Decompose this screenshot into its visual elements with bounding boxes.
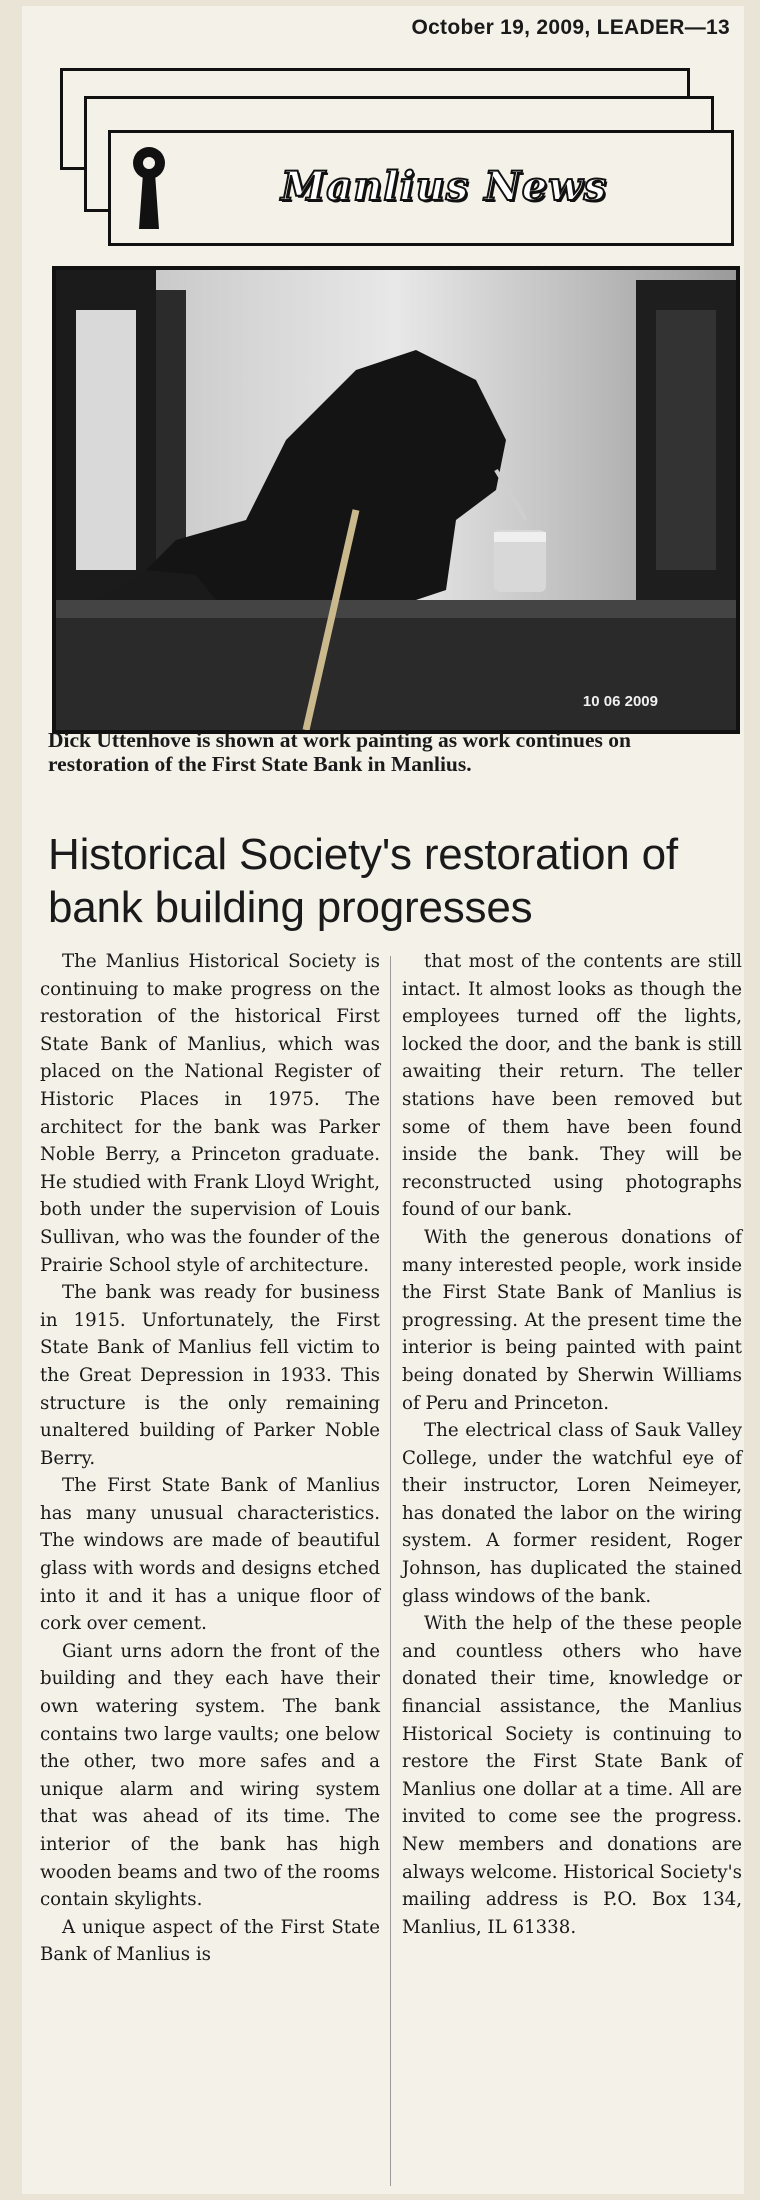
column-divider [390,956,391,2186]
paragraph: Giant urns adorn the front of the building and they each have their own watering system. The bank contains two large vaults; one below the other, two more safes and a unique alarm and wiring system that was ahead of its time. The interior of the bank has high wooden beams and two of the rooms contain skylights. [40,1640,380,1911]
article-headline: Historical Society's restoration of bank building progresses [48,830,678,932]
article-column-left [40,948,380,1969]
paragraph: The electrical class of Sauk Valley College, under the watchful eye of their instructor, Loren Neimeyer, has donated the labor on the wiring system. A former resident, Roger Johnson, has duplicated the stained glass windows of the bank. [402,1420,742,1607]
article-column-right [402,948,742,1941]
paragraph: With the generous donations of many interested people, work inside the First State Bank of Manlius is progressing. At the present time the interior is being painted with paint being donated by Sherwin Williams of Peru and Princeton. [402,1226,742,1414]
section-header [108,130,734,246]
newspaper-page [22,6,744,2194]
paragraph: The Manlius Historical Society is continuing to make progress on the restoration of the historical First State Bank of Manlius, which was placed on the National Register of Historic Places in 1975. The architect for the bank was Parker Noble Berry, a Princeton graduate. He studied with Frank Lloyd Wright, both under the supervision of Louis Sullivan, who was the founder of the Prairie School style of architecture. [40,951,380,1276]
paragraph: A unique aspect of the First State Bank of Manlius is [40,1916,380,1966]
page-folio: October 19, 2009, LEADER—13 [411,16,730,39]
paragraph: The First State Bank of Manlius has many unusual characteristics. The windows are made of beautiful glass with words and designs etched into it and it has a unique floor of cork over cement. [40,1475,380,1635]
section-title: Manlius News [281,163,608,210]
paragraph: that most of the contents are still intact. It almost looks as though the employees turned off the lights, locked the door, and the bank is still awaiting their return. The teller stations have been removed but some of them have been found inside the bank. They will be reconstructed using photographs found of our bank. [402,951,742,1221]
keyhole-icon [129,143,169,231]
photo-date-stamp: 10 06 2009 [582,693,658,710]
paragraph: With the help of the these people and countless others who have donated their time, knowledge or financial assistance, the Manlius Historical Society is continuing to restore the First State Bank of Manlius one dollar at a time. All are invited to come see the progress. New members and donations are always welcome. Historical Society's mailing address is P.O. Box 134, Manlius, IL 61338. [402,1613,742,1938]
article-photo [52,266,740,734]
photo-painter-at-work [56,270,736,730]
photo-caption: Dick Uttenhove is shown at work painting as work continues on restoration of the First State Bank in Manlius. [48,728,631,776]
paragraph: The bank was ready for business in 1915. Unfortunately, the First State Bank of Manlius fell victim to the Great Depression in 1933. This structure is the only remaining unaltered building of Parker Noble Berry. [40,1282,380,1469]
